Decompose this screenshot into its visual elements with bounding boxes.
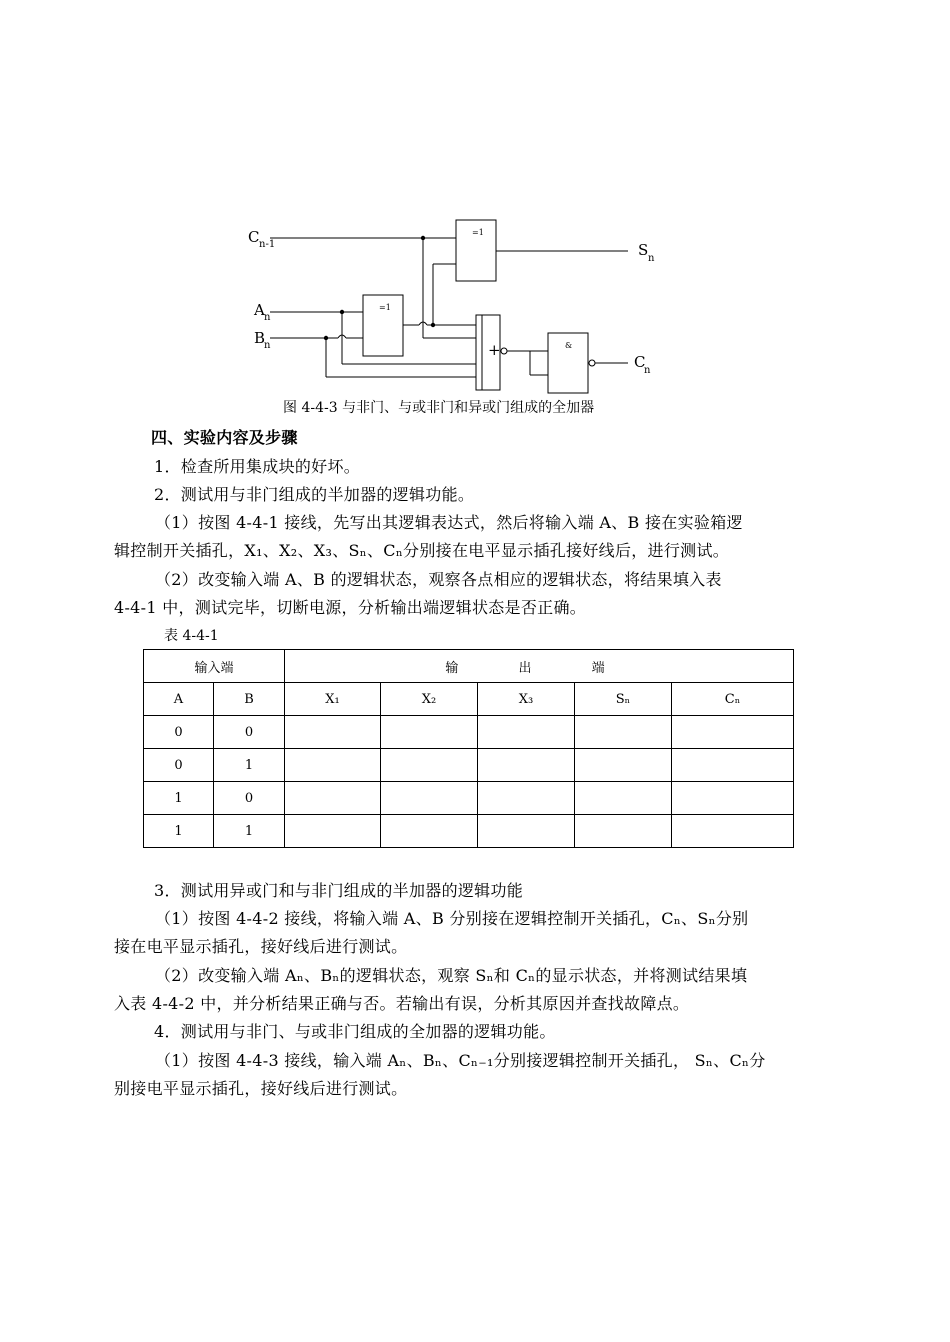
- col-x1: X₁: [285, 683, 381, 716]
- para-2-2-line2: 4-4-1 中，测试完毕，切断电源，分析输出端逻辑状态是否正确。: [114, 598, 587, 617]
- xor-symbol-top: =1: [472, 228, 484, 237]
- table-row: 0 1: [144, 749, 794, 782]
- col-cn: Cₙ: [672, 683, 794, 716]
- item-2: 2．测试用与非门组成的半加器的逻辑功能。: [154, 485, 475, 504]
- input-header: 输入端: [144, 650, 285, 683]
- result-table: [143, 649, 794, 848]
- label-bn: B: [254, 329, 266, 347]
- para-4-1-line1: （1）按图 4-4-3 接线，输入端 Aₙ、Bₙ、Cₙ₋₁分别接逻辑控制开关插孔， Sₙ、Cₙ分: [155, 1051, 766, 1070]
- label-cn: C: [634, 353, 646, 371]
- para-3-2-line1: （2）改变输入端 Aₙ、Bₙ的逻辑状态，观察 Sₙ和 Cₙ的显示状态，并将测试结果填: [155, 966, 748, 985]
- col-a: A: [144, 683, 214, 716]
- svg-text:n: n: [264, 340, 271, 351]
- full-adder-diagram: [230, 205, 690, 395]
- para-3-1-line1: （1）按图 4-4-2 接线，将输入端 A、B 分别接在逻辑控制开关插孔，Cₙ、Sₙ分别: [155, 909, 749, 928]
- para-4-1-line2: 别接电平显示插孔，接好线后进行测试。: [114, 1079, 408, 1098]
- item-4: 4．测试用与非门、与或非门组成的全加器的逻辑功能。: [154, 1022, 556, 1041]
- col-b: B: [214, 683, 285, 716]
- or-symbol: +: [488, 341, 501, 359]
- svg-text:n: n: [644, 365, 651, 376]
- item-3: 3．测试用异或门和与非门组成的半加器的逻辑功能: [154, 881, 524, 900]
- svg-text:n: n: [264, 312, 271, 323]
- table-row: 0 0: [144, 716, 794, 749]
- svg-text:n: n: [648, 253, 655, 264]
- para-3-2-line2: 入表 4-4-2 中，并分析结果正确与否。若输出有误，分析其原因并查找故障点。: [114, 994, 690, 1013]
- xor-symbol-mid: =1: [379, 303, 391, 312]
- para-2-2-line1: （2）改变输入端 A、B 的逻辑状态，观察各点相应的逻辑状态，将结果填入表: [155, 570, 722, 589]
- col-x3: X₃: [478, 683, 575, 716]
- table-row: 1 0: [144, 782, 794, 815]
- item-1: 1．检查所用集成块的好坏。: [154, 457, 361, 476]
- and-symbol: &: [565, 341, 573, 350]
- section-heading: 四、实验内容及步骤: [151, 428, 298, 447]
- svg-text:n-1: n-1: [259, 239, 276, 250]
- label-an: A: [254, 301, 265, 319]
- label-cn-1: C: [248, 228, 260, 246]
- figure-caption: 图 4-4-3 与非门、与或非门和异或门组成的全加器: [283, 400, 595, 416]
- table-column-row: [144, 683, 794, 716]
- table-header-row: [144, 650, 794, 683]
- table-row: 1 1: [144, 815, 794, 848]
- para-3-1-line2: 接在电平显示插孔，接好线后进行测试。: [114, 937, 408, 956]
- label-sn: S: [638, 241, 649, 259]
- col-sn: Sₙ: [575, 683, 672, 716]
- para-2-1-line1: （1）按图 4-4-1 接线，先写出其逻辑表达式，然后将输入端 A、B 接在实验箱逻: [155, 513, 743, 532]
- para-2-1-line2: 辑控制开关插孔，X₁、X₂、X₃、Sₙ、Cₙ分别接在电平显示插孔接好线后，进行测试。: [114, 541, 730, 560]
- table-caption: 表 4-4-1: [164, 628, 219, 644]
- col-x2: X₂: [381, 683, 478, 716]
- output-header: 输 出 端: [285, 650, 794, 683]
